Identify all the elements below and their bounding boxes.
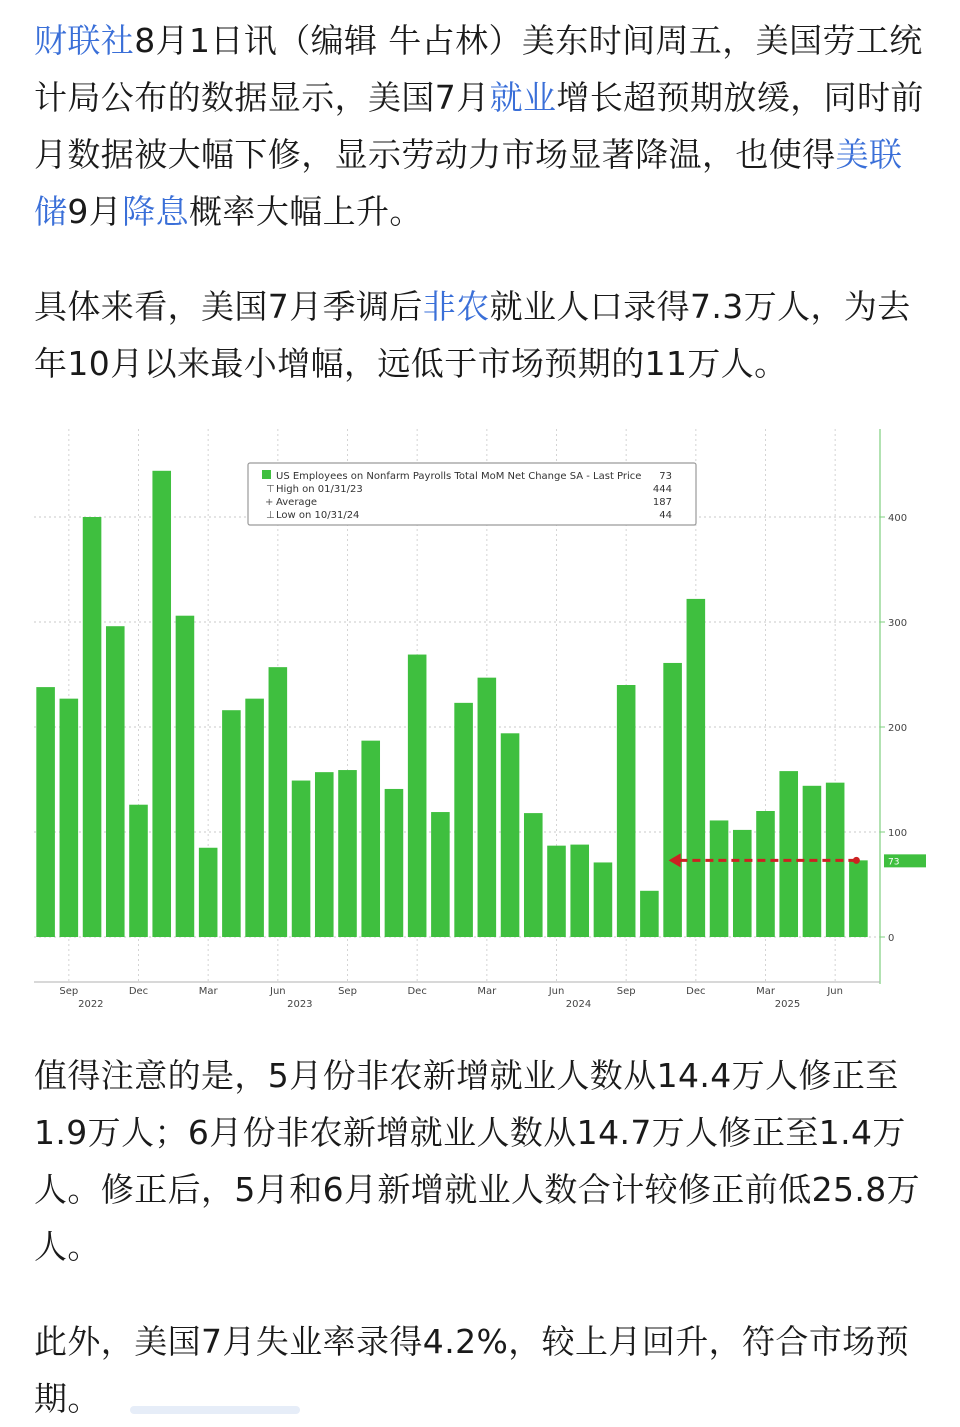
legend-series-label: US Employees on Nonfarm Payrolls Total MoM Net Change SA - Last Price <box>276 471 642 482</box>
bar-2022-12 <box>129 805 148 937</box>
legend-low-label: Low on 10/31/24 <box>276 510 360 521</box>
y-tick-label: 300 <box>888 618 908 629</box>
bar-2023-06 <box>269 667 288 937</box>
x-tick-label: Dec <box>407 986 427 997</box>
last-value-label: 73 <box>888 857 900 868</box>
bar-2024-08 <box>594 862 613 937</box>
payrolls-chart <box>0 424 960 1020</box>
bar-2024-07 <box>570 845 589 937</box>
x-tick-label: Sep <box>338 986 357 997</box>
bar-2024-11 <box>663 663 682 937</box>
y-tick-label: 0 <box>888 933 895 944</box>
x-tick-label: Mar <box>198 986 218 997</box>
bar-2025-03 <box>756 811 775 937</box>
bar-2023-01 <box>152 471 171 937</box>
x-year-label: 2024 <box>565 999 592 1010</box>
legend-low-icon: ⊥ <box>266 510 275 521</box>
y-tick-label: 100 <box>888 828 908 839</box>
link-cailianshe[interactable]: 财联社 <box>34 21 135 60</box>
text-segment: 9月 <box>67 192 123 231</box>
x-tick-label: Jun <box>827 986 843 997</box>
legend-average-value: 187 <box>652 497 672 508</box>
bar-2022-08 <box>36 687 55 937</box>
bar-2023-03 <box>199 848 218 937</box>
x-year-label: 2025 <box>774 999 801 1010</box>
x-tick-label: Jun <box>548 986 565 997</box>
legend-last-price: 73 <box>659 471 672 482</box>
x-tick-label: Dec <box>128 986 149 997</box>
legend-average-icon: + <box>265 497 274 508</box>
bar-2022-09 <box>60 699 79 937</box>
text-segment: 8月1日讯（编辑 牛占林）美东时间周五，美国劳工统计局公布的数据显示，美国7月 <box>34 21 923 117</box>
bar-2025-01 <box>710 820 729 937</box>
bar-2025-07 <box>849 860 868 937</box>
bar-2025-02 <box>733 830 752 937</box>
legend-high-label: High on 01/31/23 <box>276 484 363 495</box>
legend-high-icon: ⊤ <box>266 484 275 495</box>
chart-bars <box>36 471 867 937</box>
x-tick-label: Sep <box>59 986 79 997</box>
bar-2023-02 <box>176 616 195 937</box>
legend-low-value: 44 <box>659 510 672 521</box>
text-segment: 增长超预期放缓，同时前月数据被大幅下修，显示劳动力市场显著降温，也使得 <box>34 78 924 174</box>
bar-2024-01 <box>431 812 450 937</box>
bar-2022-10 <box>83 517 102 937</box>
legend-swatch <box>262 470 271 479</box>
paragraph-intro <box>34 12 930 240</box>
paragraph-revisions: 值得注意的是，5月份非农新增就业人数从14.4万人修正至1.9万人；6月份非农新增就业人数从14.7万人修正至1.4万人。修正后，5月和6月新增就业人数合计较修正前低25.8万人。 <box>34 1056 921 1266</box>
bar-2023-12 <box>408 655 427 937</box>
bar-2023-07 <box>292 781 311 937</box>
bar-2023-04 <box>222 710 241 937</box>
bar-2024-09 <box>617 685 636 937</box>
link-nonfarm[interactable]: 非农 <box>422 287 490 326</box>
bar-2023-05 <box>245 699 264 937</box>
x-tick-label: Dec <box>686 986 706 997</box>
annotation-arrow-tail <box>853 857 860 864</box>
link-jiuye[interactable]: 就业 <box>489 78 557 117</box>
x-year-label: 2023 <box>287 999 313 1010</box>
x-tick-label: Jun <box>270 986 286 997</box>
bar-2024-12 <box>687 599 706 937</box>
text-segment: 概率大幅上升。 <box>189 192 423 231</box>
link-fed[interactable]: 美联储 <box>34 135 903 231</box>
paragraph-unemployment: 此外，美国7月失业率录得4.2%，较上月回升，符合市场预期。 <box>34 1322 910 1418</box>
payrolls-chart-svg <box>0 424 960 1020</box>
bar-2022-11 <box>106 626 125 937</box>
legend-average-label: Average <box>276 497 318 508</box>
text-segment: 就业人口录得7.3万人，为去年10月以来最小增幅，远低于市场预期的11万人。 <box>34 287 911 383</box>
bar-2024-06 <box>547 846 566 937</box>
bar-2024-04 <box>501 733 520 937</box>
bottom-scroll-indicator <box>130 1406 300 1414</box>
bar-2024-10 <box>640 891 659 937</box>
legend-high-value: 444 <box>652 484 672 495</box>
x-tick-label: Mar <box>756 986 775 997</box>
bar-2024-05 <box>524 813 543 937</box>
link-rate-cut[interactable]: 降息 <box>122 192 190 231</box>
y-tick-label: 200 <box>888 723 908 734</box>
bar-2024-03 <box>478 678 497 937</box>
x-year-label: 2022 <box>78 999 104 1010</box>
bar-2025-04 <box>779 771 798 937</box>
bar-2024-02 <box>454 703 473 937</box>
x-tick-label: Mar <box>477 986 497 997</box>
paragraph-details <box>34 278 930 392</box>
y-tick-label: 400 <box>888 513 908 524</box>
bar-2023-09 <box>338 770 357 937</box>
bar-2023-11 <box>385 789 404 937</box>
bar-2023-08 <box>315 772 334 937</box>
chart-legend <box>248 463 696 525</box>
bar-2023-10 <box>361 741 380 937</box>
text-segment: 具体来看，美国7月季调后 <box>34 287 423 326</box>
x-tick-label: Sep <box>616 986 636 997</box>
